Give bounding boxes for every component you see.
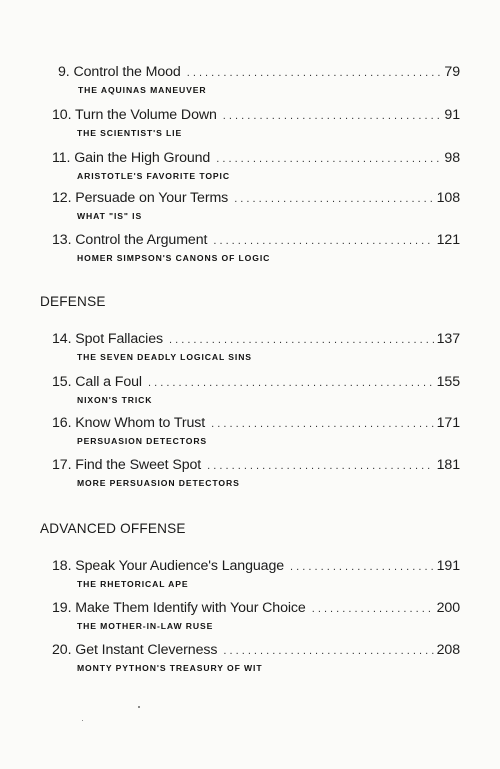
page-number: 171: [436, 415, 460, 431]
scan-speck: [138, 706, 140, 708]
chapter-title: 16. Know Whom to Trust: [52, 415, 206, 431]
toc-entry[interactable]: [52, 557, 460, 589]
toc-entry[interactable]: [52, 414, 460, 446]
chapter-subtitle: MONTY PYTHON'S TREASURY OF WIT: [77, 663, 263, 673]
chapter-subtitle: THE RHETORICAL APE: [77, 579, 189, 589]
toc-line: [52, 149, 460, 168]
toc-line: [52, 641, 460, 660]
chapter-title: 17. Find the Sweet Spot: [52, 457, 202, 473]
toc-entry[interactable]: [52, 231, 460, 263]
dot-leader: [312, 600, 434, 618]
dot-leader: [216, 150, 441, 168]
chapter-subtitle: NIXON'S TRICK: [77, 395, 153, 405]
toc-line: [58, 63, 460, 82]
dot-leader: [223, 107, 442, 125]
dot-leader: [169, 331, 434, 349]
chapter-subtitle: PERSUASION DETECTORS: [77, 436, 208, 446]
chapter-title: 15. Call a Foul: [52, 374, 142, 390]
toc-entry[interactable]: [52, 641, 460, 673]
dot-leader: [290, 558, 434, 576]
chapter-subtitle: THE SEVEN DEADLY LOGICAL SINS: [77, 352, 252, 362]
toc-line: [52, 189, 460, 208]
dot-leader: [148, 374, 434, 392]
section-heading-advanced-offense: ADVANCED OFFENSE: [40, 521, 186, 536]
page-number: 98: [444, 150, 460, 166]
page-number: 108: [436, 190, 460, 206]
toc-entry[interactable]: [58, 63, 460, 95]
scan-speck: [82, 720, 83, 721]
page-number: 79: [444, 64, 460, 80]
page-number: 137: [436, 331, 460, 347]
dot-leader: [207, 457, 433, 475]
chapter-subtitle: WHAT "IS" IS: [77, 211, 143, 221]
chapter-subtitle: THE SCIENTIST'S LIE: [77, 128, 183, 138]
page-number: 191: [436, 558, 460, 574]
page-number: 200: [436, 600, 460, 616]
page-number: 155: [436, 374, 460, 390]
toc-line: [52, 599, 460, 618]
chapter-subtitle: MORE PERSUASION DETECTORS: [77, 478, 240, 488]
toc-entry[interactable]: [52, 456, 460, 488]
toc-line: [52, 414, 460, 433]
chapter-title: 19. Make Them Identify with Your Choice: [52, 600, 306, 616]
chapter-subtitle: HOMER SIMPSON'S CANONS OF LOGIC: [77, 253, 271, 263]
toc-line: [52, 231, 460, 250]
page-number: 208: [436, 642, 460, 658]
page-number: 121: [436, 232, 460, 248]
dot-leader: [187, 64, 442, 82]
page-number: 91: [444, 107, 460, 123]
toc-entry[interactable]: [52, 106, 460, 138]
chapter-title: 18. Speak Your Audience's Language: [52, 558, 285, 574]
toc-entry[interactable]: [52, 599, 460, 631]
chapter-subtitle: ARISTOTLE'S FAVORITE TOPIC: [77, 171, 230, 181]
chapter-title: 13. Control the Argument: [52, 232, 208, 248]
toc-line: [52, 456, 460, 475]
chapter-title: 20. Get Instant Cleverness: [52, 642, 218, 658]
chapter-title: 10. Turn the Volume Down: [52, 107, 217, 123]
toc-entry[interactable]: [52, 189, 460, 221]
dot-leader: [234, 190, 433, 208]
toc-line: [52, 557, 460, 576]
page-number: 181: [436, 457, 460, 473]
dot-leader: [223, 642, 433, 660]
toc-line: [52, 106, 460, 125]
chapter-title: 9. Control the Mood: [58, 64, 181, 80]
chapter-subtitle: THE MOTHER-IN-LAW RUSE: [77, 621, 214, 631]
dot-leader: [211, 415, 433, 433]
toc-entry[interactable]: [52, 149, 460, 181]
section-heading-defense: DEFENSE: [40, 294, 106, 309]
toc-line: [52, 330, 460, 349]
toc-entry[interactable]: [52, 373, 460, 405]
dot-leader: [213, 232, 433, 250]
toc-entry[interactable]: [52, 330, 460, 362]
chapter-title: 11. Gain the High Ground: [52, 150, 211, 166]
chapter-title: 12. Persuade on Your Terms: [52, 190, 229, 206]
chapter-title: 14. Spot Fallacies: [52, 331, 163, 347]
chapter-subtitle: THE AQUINAS MANEUVER: [78, 85, 207, 95]
toc-line: [52, 373, 460, 392]
